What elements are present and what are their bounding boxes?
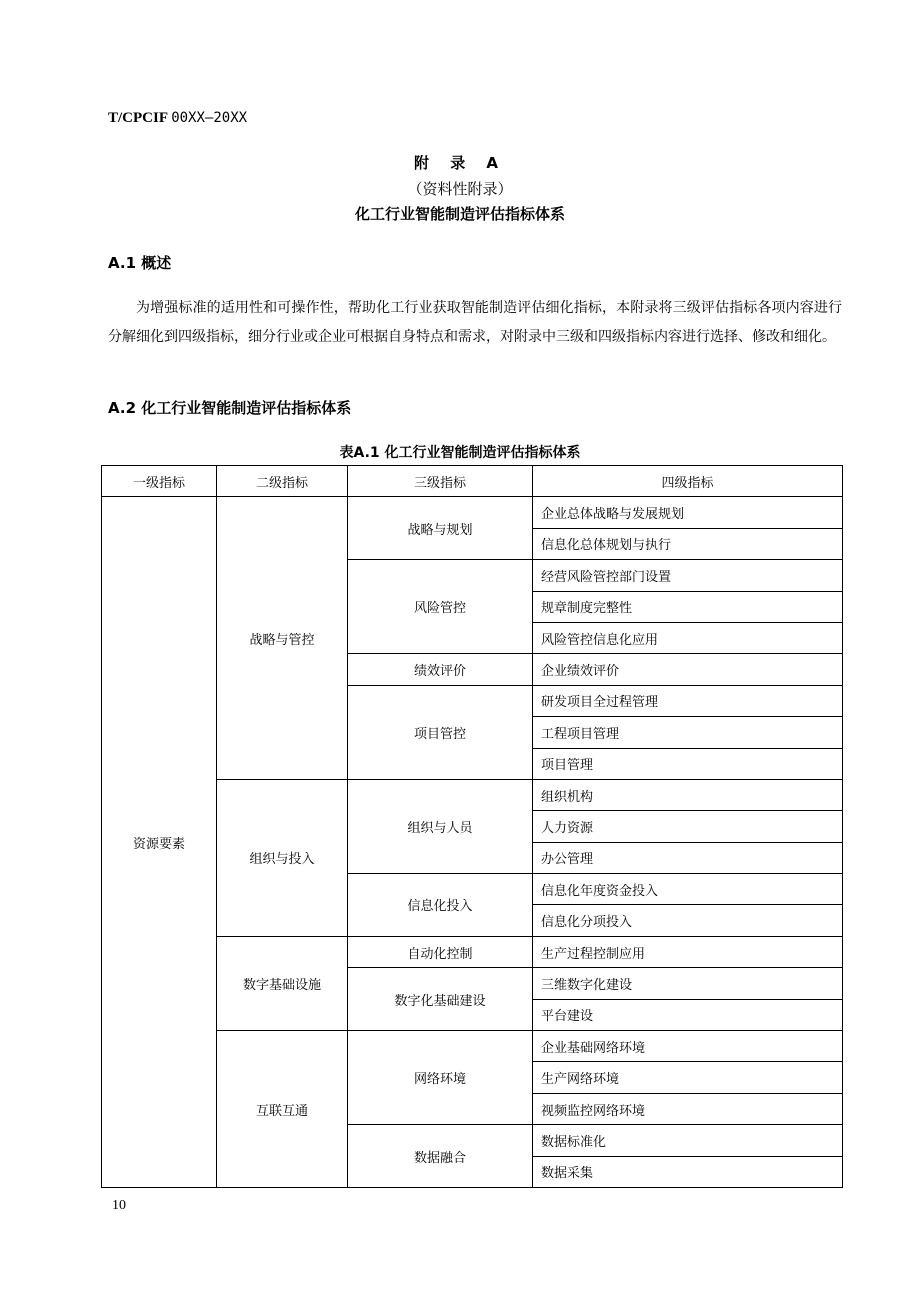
level3-cell: 组织与人员 — [348, 779, 533, 873]
level3-cell: 网络环境 — [348, 1031, 533, 1125]
section-heading-overview: A.1 概述 — [108, 254, 172, 272]
level3-cell: 项目管控 — [348, 685, 533, 779]
level2-cell: 战略与管控 — [217, 497, 348, 780]
annex-label: 附 录 A — [413, 154, 507, 172]
header-level1: 一级指标 — [102, 466, 217, 497]
level1-cell: 资源要素 — [102, 497, 217, 1188]
annex-title: 化工行业智能制造评估指标体系 — [354, 205, 565, 223]
table-caption: 表A.1 化工行业智能制造评估指标体系 — [339, 445, 581, 461]
level4-cell: 企业绩效评价 — [533, 654, 843, 685]
page-number: 10 — [112, 1198, 126, 1213]
level4-cell: 三维数字化建设 — [533, 968, 843, 999]
level4-cell: 办公管理 — [533, 842, 843, 873]
annex-type: （资料性附录） — [407, 180, 513, 198]
standard-number: 00XX—20XX — [171, 110, 248, 126]
level4-cell: 组织机构 — [533, 779, 843, 810]
level4-cell: 信息化总体规划与执行 — [533, 528, 843, 559]
level3-cell: 风险管控 — [348, 560, 533, 654]
header-level4: 四级指标 — [533, 466, 843, 497]
level4-cell: 平台建设 — [533, 999, 843, 1030]
level3-cell: 绩效评价 — [348, 654, 533, 685]
level3-cell: 信息化投入 — [348, 874, 533, 937]
level4-cell: 规章制度完整性 — [533, 591, 843, 622]
level3-cell: 自动化控制 — [348, 936, 533, 967]
table-row — [102, 497, 843, 528]
level4-cell: 信息化分项投入 — [533, 905, 843, 936]
level2-cell: 数字基础设施 — [217, 936, 348, 1030]
header-level2: 二级指标 — [217, 466, 348, 497]
table-header-row — [102, 466, 843, 497]
document-code — [108, 110, 247, 127]
level2-cell: 互联互通 — [217, 1031, 348, 1188]
overview-paragraph: 为增强标准的适用性和可操作性，帮助化工行业获取智能制造评估细化指标，本附录将三级评估指标各项内容进行分解细化到四级指标，细分行业或企业可根据自身特点和需求，对附录中三级和四级指标内容进行选择、修改和细化。 — [108, 300, 842, 345]
level4-cell: 企业基础网络环境 — [533, 1031, 843, 1062]
level4-cell: 研发项目全过程管理 — [533, 685, 843, 716]
level2-cell: 组织与投入 — [217, 779, 348, 936]
level4-cell: 数据标准化 — [533, 1125, 843, 1156]
level3-cell: 战略与规划 — [348, 497, 533, 560]
level4-cell: 经营风险管控部门设置 — [533, 560, 843, 591]
section-heading-index-system: A.2 化工行业智能制造评估指标体系 — [108, 399, 352, 417]
level4-cell: 工程项目管理 — [533, 717, 843, 748]
level4-cell: 企业总体战略与发展规划 — [533, 497, 843, 528]
level4-cell: 信息化年度资金投入 — [533, 874, 843, 905]
level4-cell: 风险管控信息化应用 — [533, 622, 843, 653]
level4-cell: 生产网络环境 — [533, 1062, 843, 1093]
header-level3: 三级指标 — [348, 466, 533, 497]
level3-cell: 数据融合 — [348, 1125, 533, 1188]
level4-cell: 人力资源 — [533, 811, 843, 842]
index-table — [101, 465, 843, 1188]
level4-cell: 视频监控网络环境 — [533, 1093, 843, 1124]
standard-prefix: T/CPCIF — [108, 110, 168, 126]
level3-cell: 数字化基础建设 — [348, 968, 533, 1031]
level4-cell: 生产过程控制应用 — [533, 936, 843, 967]
level4-cell: 数据采集 — [533, 1156, 843, 1187]
level4-cell: 项目管理 — [533, 748, 843, 779]
